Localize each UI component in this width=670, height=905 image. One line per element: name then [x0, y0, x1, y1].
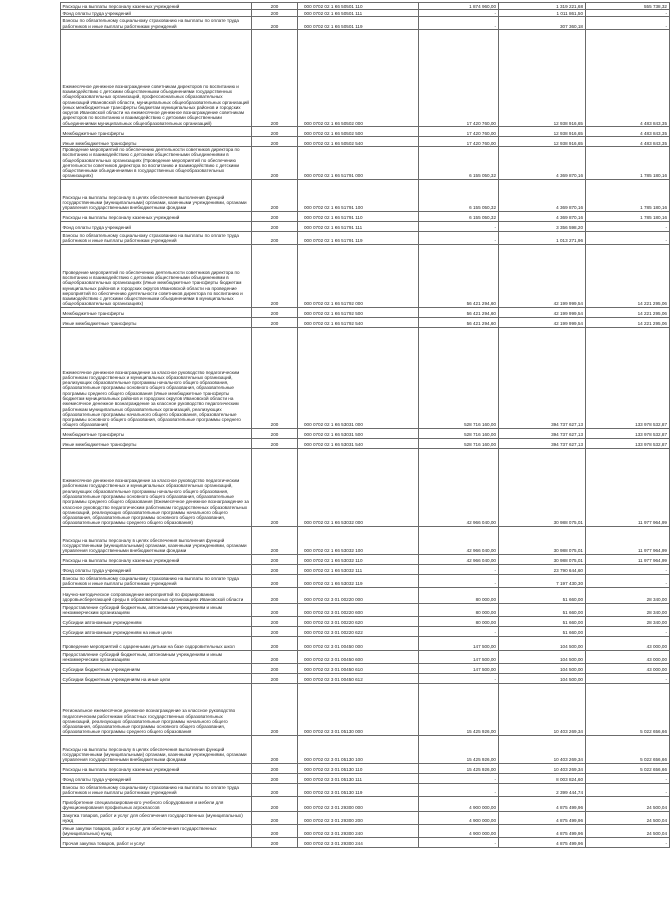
row-name: Приобретение специализированного учебного оборудования и мебели для функционирования профильных агроклассов: [61, 796, 252, 811]
table-row: [61, 663, 670, 673]
row-code: 200: [252, 438, 298, 448]
table-row: [61, 763, 670, 773]
row-executed-amount: 30 988 075,01: [498, 554, 585, 564]
table-row: [61, 783, 670, 796]
table-row: [61, 10, 670, 17]
row-unexecuted-amount: -: [585, 626, 669, 636]
row-name: Расходы на выплаты персоналу в целях обеспечения выполнения функций государственными (муниципальными) органами, казенными учреждениями, органами управления государственными внебюджетными фондами: [61, 179, 252, 211]
row-name: Взносы по обязательному социальному страхованию на выплаты по оплате труда работников и иные выплаты работникам учреждений: [61, 574, 252, 587]
row-plan-amount: -: [418, 626, 498, 636]
row-executed-amount: 104 500,00: [498, 650, 585, 663]
row-name: Предоставление субсидий бюджетным, автономным учреждениям и иным некоммерческим организациям: [61, 650, 252, 663]
row-name: Расходы на выплаты персоналу казенных учреждений: [61, 3, 252, 10]
row-executed-amount: 1 319 221,68: [498, 3, 585, 10]
row-budget-code: 000 0702 02 3 01 00450 600: [298, 650, 419, 663]
row-unexecuted-amount: 5 022 656,66: [585, 763, 669, 773]
table-row: [61, 773, 670, 783]
row-code: 200: [252, 564, 298, 574]
row-name: Иные межбюджетные трансферты: [61, 137, 252, 147]
row-unexecuted-amount: 24 500,04: [585, 811, 669, 824]
table-row: [61, 17, 670, 30]
row-executed-amount: 42 199 999,54: [498, 307, 585, 317]
table-row: [61, 824, 670, 837]
row-executed-amount: 394 737 627,13: [498, 428, 585, 438]
row-unexecuted-amount: 28 340,00: [585, 616, 669, 626]
row-plan-amount: 4 900 000,00: [418, 811, 498, 824]
row-budget-code: 000 0702 02 3 01 05130 000: [298, 683, 419, 735]
row-code: 200: [252, 307, 298, 317]
row-unexecuted-amount: 1 785 180,16: [585, 211, 669, 221]
row-name: Иные межбюджетные трансферты: [61, 438, 252, 448]
row-name: Прочая закупка товаров, работ и услуг: [61, 837, 252, 847]
row-name: Межбюджетные трансферты: [61, 307, 252, 317]
row-executed-amount: 1 013 271,96: [498, 231, 585, 244]
row-budget-code: 000 0702 02 1 К6 53032 119: [298, 574, 419, 587]
table-row: [61, 3, 670, 10]
row-plan-amount: 528 716 160,00: [418, 438, 498, 448]
row-budget-code: 000 0702 02 1 К6 50501 111: [298, 10, 419, 17]
table-row: [61, 636, 670, 650]
row-code: 200: [252, 554, 298, 564]
row-name: Предоставление субсидий бюджетным, автономным учреждениям и иным некоммерческим организациям: [61, 603, 252, 616]
row-executed-amount: 7 197 430,30: [498, 574, 585, 587]
row-executed-amount: 10 403 269,34: [498, 683, 585, 735]
row-name: Взносы по обязательному социальному страхованию на выплаты по оплате труда работников и иные выплаты работникам учреждений: [61, 783, 252, 796]
row-unexecuted-amount: 5 022 656,66: [585, 683, 669, 735]
row-name: Расходы на выплаты персоналу казенных учреждений: [61, 763, 252, 773]
row-name: Закупка товаров, работ и услуг для обеспечения государственных (муниципальных) нужд: [61, 811, 252, 824]
row-budget-code: 000 0702 02 3 01 29300 000: [298, 796, 419, 811]
row-name: Ежемесячное денежное вознаграждение за классное руководство педагогическим работникам государственных и муниципальных образовательных организаций, реализующих образовательные программы начального общего образования, образовательные программы основного общего образования, образовательные программы среднего общего образования (Иные межбюджетные трансферты бюджетам муниципальных районов и городских округов Ивановской области на ежемесячное денежное вознаграждение за классное руководство педагогическим работникам муниципальных образовательных организаций, реализующих образовательные программы начального общего образования, образовательные программы основного общего образования, образовательные программы среднего общего образования): [61, 327, 252, 428]
row-plan-amount: 147 500,00: [418, 663, 498, 673]
row-executed-amount: 30 988 075,01: [498, 448, 585, 526]
row-plan-amount: 17 420 760,00: [418, 30, 498, 127]
row-budget-code: 000 0702 02 3 01 00220 622: [298, 626, 419, 636]
row-executed-amount: 104 500,00: [498, 636, 585, 650]
row-unexecuted-amount: 133 978 532,87: [585, 428, 669, 438]
row-code: 200: [252, 616, 298, 626]
row-unexecuted-amount: -: [585, 10, 669, 17]
row-plan-amount: 1 874 960,00: [418, 3, 498, 10]
row-code: 200: [252, 683, 298, 735]
row-name: Фонд оплаты труда учреждений: [61, 773, 252, 783]
row-unexecuted-amount: -: [585, 17, 669, 30]
table-row: [61, 683, 670, 735]
row-budget-code: 000 0702 02 1 К6 53031 000: [298, 327, 419, 428]
table-row: [61, 127, 670, 137]
row-budget-code: 000 0702 02 1 К6 51791 000: [298, 147, 419, 180]
row-unexecuted-amount: -: [585, 773, 669, 783]
row-budget-code: 000 0702 02 1 К6 51791 110: [298, 211, 419, 221]
row-unexecuted-amount: 133 978 532,87: [585, 438, 669, 448]
row-plan-amount: 56 421 294,60: [418, 317, 498, 327]
row-code: 200: [252, 526, 298, 554]
table-row: [61, 30, 670, 127]
row-budget-code: 000 0702 02 3 01 05130 119: [298, 783, 419, 796]
row-name: Иные закупки товаров, работ и услуг для обеспечения государственных (муниципальных) нужд: [61, 824, 252, 837]
row-plan-amount: -: [418, 231, 498, 244]
row-unexecuted-amount: 14 221 295,06: [585, 317, 669, 327]
row-budget-code: 000 0702 02 3 01 05130 100: [298, 735, 419, 763]
row-executed-amount: 10 403 269,34: [498, 735, 585, 763]
table-row: [61, 574, 670, 587]
table-row: [61, 147, 670, 180]
table-row: [61, 327, 670, 428]
row-executed-amount: 4 369 870,16: [498, 179, 585, 211]
row-executed-amount: 30 988 075,01: [498, 526, 585, 554]
row-code: 200: [252, 763, 298, 773]
row-budget-code: 000 0702 02 3 01 05130 110: [298, 763, 419, 773]
row-plan-amount: -: [418, 837, 498, 847]
row-plan-amount: 15 425 926,00: [418, 683, 498, 735]
row-plan-amount: 147 500,00: [418, 650, 498, 663]
row-unexecuted-amount: 11 977 964,99: [585, 448, 669, 526]
row-code: 200: [252, 231, 298, 244]
row-code: 200: [252, 603, 298, 616]
row-code: 200: [252, 574, 298, 587]
row-name: Субсидии бюджетным учреждениям на иные цели: [61, 673, 252, 683]
row-unexecuted-amount: 28 340,00: [585, 587, 669, 603]
row-budget-code: 000 0702 02 1 К6 50501 110: [298, 3, 419, 10]
row-executed-amount: 4 875 499,96: [498, 824, 585, 837]
row-unexecuted-amount: 24 500,04: [585, 796, 669, 811]
row-executed-amount: 8 003 824,60: [498, 773, 585, 783]
row-plan-amount: 80 000,00: [418, 616, 498, 626]
row-plan-amount: 15 425 926,00: [418, 735, 498, 763]
row-executed-amount: 4 875 499,96: [498, 811, 585, 824]
row-code: 200: [252, 428, 298, 438]
row-plan-amount: 6 155 050,32: [418, 147, 498, 180]
table-row: [61, 307, 670, 317]
row-plan-amount: -: [418, 673, 498, 683]
row-name: Взносы по обязательному социальному страхованию на выплаты по оплате труда работников и иные выплаты работникам учреждений: [61, 17, 252, 30]
row-unexecuted-amount: 28 340,00: [585, 603, 669, 616]
row-code: 200: [252, 663, 298, 673]
row-executed-amount: 42 199 999,54: [498, 244, 585, 307]
row-plan-amount: 528 716 160,00: [418, 428, 498, 438]
row-name: Проведение мероприятий с одаренными детьми на базе оздоровительных школ: [61, 636, 252, 650]
row-unexecuted-amount: -: [585, 231, 669, 244]
row-unexecuted-amount: 4 483 843,35: [585, 127, 669, 137]
row-budget-code: 000 0702 02 1 К6 50502 000: [298, 30, 419, 127]
table-row: [61, 603, 670, 616]
row-name: Фонд оплаты труда учреждений: [61, 10, 252, 17]
table-row: [61, 448, 670, 526]
row-plan-amount: -: [418, 564, 498, 574]
row-name: Фонд оплаты труда учреждений: [61, 221, 252, 231]
row-name: Иные межбюджетные трансферты: [61, 317, 252, 327]
row-executed-amount: 4 875 499,96: [498, 796, 585, 811]
row-code: 200: [252, 636, 298, 650]
row-plan-amount: 147 500,00: [418, 636, 498, 650]
table-row: [61, 554, 670, 564]
table-row: [61, 616, 670, 626]
row-name: Межбюджетные трансферты: [61, 127, 252, 137]
row-code: 200: [252, 673, 298, 683]
row-name: Расходы на выплаты персоналу казенных учреждений: [61, 554, 252, 564]
row-unexecuted-amount: 14 221 295,06: [585, 307, 669, 317]
table-row: [61, 211, 670, 221]
row-unexecuted-amount: 43 000,00: [585, 636, 669, 650]
row-plan-amount: 56 421 294,60: [418, 307, 498, 317]
row-budget-code: 000 0702 02 1 К6 53032 100: [298, 526, 419, 554]
row-unexecuted-amount: 555 738,32: [585, 3, 669, 10]
row-unexecuted-amount: 11 977 964,99: [585, 526, 669, 554]
row-name: Взносы по обязательному социальному страхованию на выплаты по оплате труда работников и иные выплаты работникам учреждений: [61, 231, 252, 244]
row-budget-code: 000 0702 02 1 К6 53032 000: [298, 448, 419, 526]
row-budget-code: 000 0702 02 1 К6 50502 540: [298, 137, 419, 147]
row-executed-amount: 12 938 916,65: [498, 137, 585, 147]
row-code: 200: [252, 811, 298, 824]
row-name: Проведение мероприятий по обеспечению деятельности советников директора по воспитанию и взаимодействию с детскими общественными объединениями в общеобразовательных организациях (Проведение мероприятий по обеспечению деятельности советников директора по воспитанию и взаимодействию с детскими общественными объединениями в государственных общеобразовательных организациях): [61, 147, 252, 180]
row-plan-amount: 80 000,00: [418, 603, 498, 616]
row-code: 200: [252, 448, 298, 526]
row-plan-amount: 15 425 926,00: [418, 763, 498, 773]
row-unexecuted-amount: 43 000,00: [585, 650, 669, 663]
row-executed-amount: 3 356 598,20: [498, 221, 585, 231]
row-unexecuted-amount: 4 483 843,35: [585, 30, 669, 127]
row-plan-amount: -: [418, 574, 498, 587]
row-executed-amount: 51 660,00: [498, 626, 585, 636]
row-unexecuted-amount: -: [585, 574, 669, 587]
row-unexecuted-amount: -: [585, 673, 669, 683]
row-plan-amount: 17 420 760,00: [418, 127, 498, 137]
row-code: 200: [252, 10, 298, 17]
row-unexecuted-amount: -: [585, 783, 669, 796]
row-plan-amount: 4 900 000,00: [418, 824, 498, 837]
row-budget-code: 000 0702 02 3 01 29300 240: [298, 824, 419, 837]
row-executed-amount: 42 199 999,54: [498, 317, 585, 327]
row-name: Региональное ежемесячное денежное вознаграждение за классное руководство педагогическим работникам областных государственных образовательных организаций, реализующих образовательные программы начального общего образования, образовательные программы основного общего образования, образовательные программы среднего общего образования: [61, 683, 252, 735]
row-name: Фонд оплаты труда учреждений: [61, 564, 252, 574]
row-plan-amount: 4 900 000,00: [418, 796, 498, 811]
row-executed-amount: 23 790 644,60: [498, 564, 585, 574]
row-unexecuted-amount: -: [585, 564, 669, 574]
row-plan-amount: -: [418, 783, 498, 796]
row-code: 200: [252, 211, 298, 221]
row-code: 200: [252, 626, 298, 636]
table-row: [61, 564, 670, 574]
row-code: 200: [252, 587, 298, 603]
row-unexecuted-amount: 1 785 180,16: [585, 147, 669, 180]
row-plan-amount: 56 421 294,60: [418, 244, 498, 307]
row-budget-code: 000 0702 02 3 01 00450 612: [298, 673, 419, 683]
row-code: 200: [252, 796, 298, 811]
row-executed-amount: 4 369 870,16: [498, 147, 585, 180]
row-name: Ежемесячное денежное вознаграждение советникам директоров по воспитанию и взаимодействию с детскими общественными объединениями государственных общеобразовательных организаций, профессиональных образовательных организаций Ивановской области, муниципальных общеобразовательных организаций (иных межбюджетные трансферты бюджетам муниципальных районов и городских округов Ивановской области на ежемесячное денежное вознаграждение советникам директоров по воспитанию и взаимодействию с детскими общественными объединениями муниципальных общеобразовательных организаций): [61, 30, 252, 127]
row-executed-amount: 394 737 627,13: [498, 327, 585, 428]
table-row: [61, 231, 670, 244]
row-unexecuted-amount: 5 022 656,66: [585, 735, 669, 763]
row-plan-amount: -: [418, 773, 498, 783]
row-code: 200: [252, 30, 298, 127]
row-unexecuted-amount: 133 978 532,87: [585, 327, 669, 428]
row-executed-amount: 51 660,00: [498, 587, 585, 603]
row-name: Расходы на выплаты персоналу в целях обеспечения выполнения функций государственными (муниципальными) органами, казенными учреждениями, органами управления государственными внебюджетными фондами: [61, 526, 252, 554]
row-code: 200: [252, 735, 298, 763]
row-executed-amount: 4 369 870,16: [498, 211, 585, 221]
row-code: 200: [252, 221, 298, 231]
row-plan-amount: 42 966 040,00: [418, 526, 498, 554]
budget-execution-report: [60, 2, 667, 848]
row-budget-code: 000 0702 02 1 К6 51792 000: [298, 244, 419, 307]
row-executed-amount: 12 938 916,65: [498, 30, 585, 127]
row-unexecuted-amount: 1 785 180,16: [585, 179, 669, 211]
row-plan-amount: 6 155 050,32: [418, 211, 498, 221]
row-name: Субсидии автономным учреждениям: [61, 616, 252, 626]
row-plan-amount: 528 716 160,00: [418, 327, 498, 428]
row-code: 200: [252, 17, 298, 30]
row-plan-amount: -: [418, 221, 498, 231]
row-executed-amount: 104 500,00: [498, 663, 585, 673]
row-plan-amount: -: [418, 17, 498, 30]
row-unexecuted-amount: 4 483 843,35: [585, 137, 669, 147]
row-executed-amount: 12 938 916,65: [498, 127, 585, 137]
row-code: 200: [252, 244, 298, 307]
row-name: Межбюджетные трансферты: [61, 428, 252, 438]
row-budget-code: 000 0702 02 1 К6 53032 111: [298, 564, 419, 574]
table-row: [61, 735, 670, 763]
row-budget-code: 000 0702 02 3 01 00450 610: [298, 663, 419, 673]
row-executed-amount: 51 660,00: [498, 616, 585, 626]
table-row: [61, 526, 670, 554]
table-row: [61, 317, 670, 327]
row-executed-amount: 10 403 269,34: [498, 763, 585, 773]
row-code: 200: [252, 327, 298, 428]
row-executed-amount: 394 737 627,13: [498, 438, 585, 448]
row-name: Проведение мероприятий по обеспечению деятельности советников директора по воспитанию и взаимодействию с детскими общественными объединениями в общеобразовательных организациях (Иные межбюджетные трансферты бюджетам муниципальных районов и городских округов Ивановской области на проведение мероприятий по обеспечению деятельности советников директора по воспитанию и взаимодействию с детскими общественными объединениями в муниципальных общеобразовательных организациях): [61, 244, 252, 307]
row-budget-code: 000 0702 02 3 01 05130 111: [298, 773, 419, 783]
row-executed-amount: 1 011 861,50: [498, 10, 585, 17]
row-code: 200: [252, 3, 298, 10]
row-budget-code: 000 0702 02 1 К6 53031 500: [298, 428, 419, 438]
row-name: Субсидии автономным учреждениям на иные цели: [61, 626, 252, 636]
row-budget-code: 000 0702 02 1 К6 51792 500: [298, 307, 419, 317]
row-code: 200: [252, 837, 298, 847]
row-budget-code: 000 0702 02 3 01 00450 000: [298, 636, 419, 650]
row-name: Ежемесячное денежное вознаграждение за классное руководство педагогическим работникам государственных и муниципальных образовательных организаций, реализующих образовательные программы начального общего образования, образовательные программы основного общего образования, образовательные программы среднего общего образования (Ежемесячное денежное вознаграждение за классное руководство педагогическим работникам государственных образовательных организаций, реализующих образовательные программы начального общего образования, образовательные программы основного общего образования, образовательные программы среднего общего образования): [61, 448, 252, 526]
row-plan-amount: 42 966 040,00: [418, 554, 498, 564]
row-plan-amount: 6 155 050,32: [418, 179, 498, 211]
row-budget-code: 000 0702 02 3 01 00220 000: [298, 587, 419, 603]
row-budget-code: 000 0702 02 1 К6 53032 110: [298, 554, 419, 564]
row-budget-code: 000 0702 02 3 01 00220 600: [298, 603, 419, 616]
row-budget-code: 000 0702 02 1 К6 50502 500: [298, 127, 419, 137]
table-row: [61, 221, 670, 231]
table-row: [61, 626, 670, 636]
row-budget-code: 000 0702 02 1 К6 53031 540: [298, 438, 419, 448]
row-executed-amount: 104 500,00: [498, 673, 585, 683]
row-code: 200: [252, 127, 298, 137]
row-plan-amount: 42 966 040,00: [418, 448, 498, 526]
row-unexecuted-amount: 24 500,04: [585, 824, 669, 837]
row-budget-code: 000 0702 02 1 К6 51791 111: [298, 221, 419, 231]
row-name: Расходы на выплаты персоналу казенных учреждений: [61, 211, 252, 221]
row-code: 200: [252, 650, 298, 663]
row-code: 200: [252, 783, 298, 796]
row-executed-amount: 307 360,18: [498, 17, 585, 30]
row-unexecuted-amount: -: [585, 221, 669, 231]
row-budget-code: 000 0702 02 3 01 29300 200: [298, 811, 419, 824]
table-row: [61, 650, 670, 663]
row-unexecuted-amount: 11 977 964,99: [585, 554, 669, 564]
row-executed-amount: 51 660,00: [498, 603, 585, 616]
row-budget-code: 000 0702 02 1 К6 51791 100: [298, 179, 419, 211]
row-budget-code: 000 0702 02 1 К6 51792 540: [298, 317, 419, 327]
row-plan-amount: 17 420 760,00: [418, 137, 498, 147]
table-row: [61, 796, 670, 811]
table-row: [61, 438, 670, 448]
row-budget-code: 000 0702 02 3 01 00220 620: [298, 616, 419, 626]
row-code: 200: [252, 179, 298, 211]
table-row: [61, 137, 670, 147]
row-code: 200: [252, 824, 298, 837]
row-code: 200: [252, 147, 298, 180]
row-unexecuted-amount: -: [585, 837, 669, 847]
table-row: [61, 673, 670, 683]
row-name: Научно-методическое сопровождение мероприятий по формированию здоровьесберегающей среды в образовательных организациях Ивановской области: [61, 587, 252, 603]
row-plan-amount: 80 000,00: [418, 587, 498, 603]
table-row: [61, 587, 670, 603]
report-table: [60, 2, 670, 848]
row-name: Расходы на выплаты персоналу в целях обеспечения выполнения функций государственными (муниципальными) органами, казенными учреждениями, органами управления государственными внебюджетными фондами: [61, 735, 252, 763]
row-code: 200: [252, 137, 298, 147]
table-row: [61, 837, 670, 847]
row-unexecuted-amount: 14 221 295,06: [585, 244, 669, 307]
row-name: Субсидии бюджетным учреждениям: [61, 663, 252, 673]
row-code: 200: [252, 317, 298, 327]
row-budget-code: 000 0702 02 1 К6 50501 119: [298, 17, 419, 30]
row-budget-code: 000 0702 02 1 К6 51791 119: [298, 231, 419, 244]
table-row: [61, 179, 670, 211]
row-executed-amount: 4 875 499,96: [498, 837, 585, 847]
table-row: [61, 811, 670, 824]
row-executed-amount: 2 399 444,74: [498, 783, 585, 796]
row-code: 200: [252, 773, 298, 783]
row-unexecuted-amount: 43 000,00: [585, 663, 669, 673]
row-plan-amount: -: [418, 10, 498, 17]
table-row: [61, 244, 670, 307]
table-row: [61, 428, 670, 438]
row-budget-code: 000 0702 02 3 01 29300 244: [298, 837, 419, 847]
